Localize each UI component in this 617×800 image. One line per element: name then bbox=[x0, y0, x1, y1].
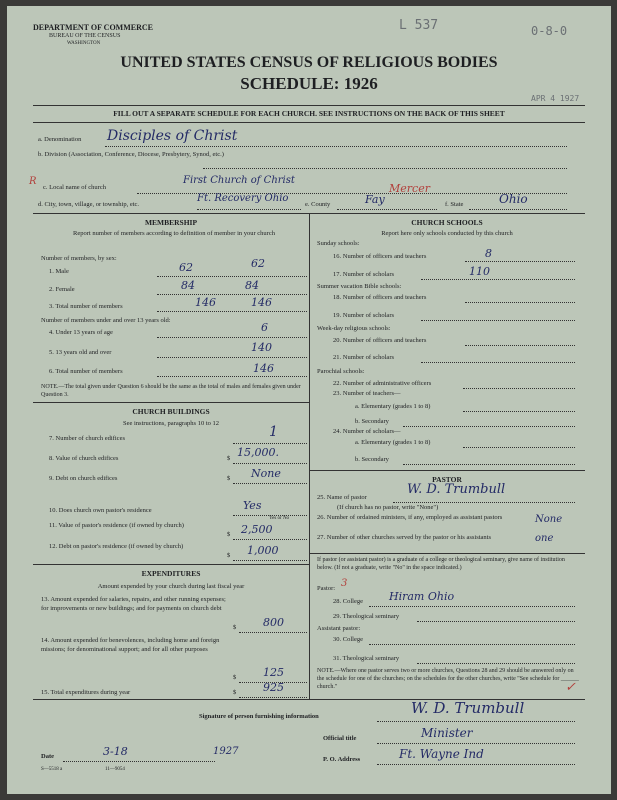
denomination-label: a. Denomination bbox=[38, 136, 82, 143]
schools-heading: CHURCH SCHOOLS bbox=[411, 218, 483, 227]
q18-label: 18. Number of officers and teachers bbox=[333, 294, 427, 301]
city-value: Ft. Recovery Ohio bbox=[197, 193, 289, 204]
q14-dollar: $ bbox=[233, 674, 237, 681]
q19-label: 19. Number of scholars bbox=[333, 312, 395, 319]
stamp-code: 0-8-0 bbox=[531, 24, 568, 38]
q8-label: 8. Value of church edifices bbox=[49, 455, 119, 462]
q29-label: 29. Theological seminary bbox=[333, 613, 400, 620]
q23b-label: b. Secondary bbox=[355, 418, 389, 425]
q26-value: None bbox=[535, 514, 563, 525]
schools-intro: Report here only schools conducted by this church bbox=[381, 230, 513, 237]
q13-dollar: $ bbox=[233, 624, 237, 631]
q17-label: 17. Number of scholars bbox=[333, 271, 395, 278]
form-title: UNITED STATES CENSUS OF RELIGIOUS BODIES bbox=[120, 54, 498, 71]
q28-label: 28. College bbox=[333, 598, 363, 605]
pastor-label: Pastor: bbox=[317, 585, 336, 592]
state-label: f. State bbox=[445, 201, 464, 208]
membership-note: NOTE.—The total given under Question 6 should be the same as the total of males and females given under Question 3. bbox=[41, 384, 301, 398]
check-mark: ✓ bbox=[565, 680, 576, 695]
form-code: S—5518 a bbox=[41, 767, 63, 772]
buildings-intro: See instructions, paragraphs 10 to 12 bbox=[122, 420, 220, 427]
print-code: 11—9054 bbox=[105, 767, 125, 772]
title-label: Official title bbox=[323, 735, 357, 742]
membership-intro: Report number of members according to definition of member in your church bbox=[73, 230, 275, 237]
title-value: Minister bbox=[421, 726, 473, 740]
q4-value: 6 bbox=[261, 321, 268, 334]
pastor-heading: PASTOR bbox=[432, 475, 462, 484]
q2-value: 84 bbox=[181, 279, 195, 292]
q21-label: 21. Number of scholars bbox=[333, 354, 395, 361]
denomination-value: Disciples of Christ bbox=[107, 128, 238, 144]
expenditures-intro: Amount expended by your church during last fiscal year bbox=[97, 583, 245, 590]
q30-label: 30. College bbox=[333, 636, 363, 643]
q23-label: 23. Number of teachers— bbox=[333, 390, 401, 397]
q11-label: 11. Value of pastor's residence (if owned by church) bbox=[49, 522, 184, 529]
county-value: Fay bbox=[365, 193, 385, 206]
q5-label: 5. 13 years old and over bbox=[49, 349, 112, 356]
q16-label: 16. Number of officers and teachers bbox=[333, 253, 427, 260]
city-label: d. City, town, village, or township, etc. bbox=[38, 201, 140, 208]
q15-value: 925 bbox=[263, 681, 284, 694]
q15-label: 15. Total expenditures during year bbox=[41, 689, 131, 696]
q24-label: 24. Number of scholars— bbox=[333, 428, 401, 435]
q17-value: 110 bbox=[469, 265, 490, 278]
q1-value-alt: 62 bbox=[251, 257, 265, 270]
q4-label: 4. Under 13 years of age bbox=[49, 329, 113, 336]
review-mark: R bbox=[29, 176, 37, 187]
buildings-heading: CHURCH BUILDINGS bbox=[132, 407, 210, 416]
date-year: 1927 bbox=[213, 746, 239, 757]
parochial-schools-label: Parochial schools: bbox=[317, 368, 365, 375]
sunday-schools-label: Sunday schools: bbox=[317, 240, 360, 247]
signature-label: Signature of person furnishing information bbox=[199, 713, 319, 720]
q3-value: 146 bbox=[195, 296, 216, 309]
q24b-label: b. Secondary bbox=[355, 456, 389, 463]
q7-value: 1 bbox=[269, 424, 278, 440]
q25-value: W. D. Trumbull bbox=[407, 482, 506, 497]
q1-value: 62 bbox=[179, 261, 193, 274]
q27-label: 27. Number of other churches served by the pastor or his assistants bbox=[317, 534, 492, 541]
q5-value: 140 bbox=[251, 341, 272, 354]
bureau-city: WASHINGTON bbox=[67, 41, 101, 46]
q12-dollar: $ bbox=[227, 552, 231, 559]
q9-value: None bbox=[251, 467, 281, 480]
graduate-note: If pastor (or assistant pastor) is a graduate of a college or theological seminary, give name of institution below. (If not a graduate, write "No" in the space indicated.) bbox=[317, 557, 565, 571]
q25-hint: (If church has no pastor, write "None") bbox=[337, 504, 439, 511]
q12-value: 1,000 bbox=[247, 544, 279, 557]
pastor-mark: 3 bbox=[341, 578, 348, 589]
q25-label: 25. Name of pastor bbox=[317, 494, 367, 501]
county-correction: Mercer bbox=[389, 182, 430, 195]
q22-label: 22. Number of administrative officers bbox=[333, 380, 432, 387]
q16-value: 8 bbox=[485, 247, 492, 260]
q11-dollar: $ bbox=[227, 531, 231, 538]
state-value: Ohio bbox=[499, 192, 528, 206]
form-instruction: FILL OUT A SEPARATE SCHEDULE FOR EACH CHURCH. SEE INSTRUCTIONS ON THE BACK OF THIS SHEET bbox=[113, 109, 505, 118]
expenditures-heading: EXPENDITURES bbox=[141, 569, 201, 578]
q6-value: 146 bbox=[253, 362, 274, 375]
q9-dollar: $ bbox=[227, 475, 231, 482]
q8-dollar: $ bbox=[227, 455, 231, 462]
q14-value: 125 bbox=[263, 666, 284, 679]
received-date-stamp: APR 4 1927 bbox=[531, 94, 580, 103]
q10-label: 10. Does church own pastor's residence bbox=[49, 507, 152, 514]
q9-label: 9. Debt on church edifices bbox=[49, 475, 118, 482]
stamp-number: L 537 bbox=[399, 18, 439, 33]
summer-schools-label: Summer vacation Bible schools: bbox=[317, 283, 402, 290]
q7-label: 7. Number of church edifices bbox=[49, 435, 125, 442]
date-value: 3-18 bbox=[103, 745, 128, 758]
date-label: Date bbox=[41, 753, 54, 760]
address-value: Ft. Wayne Ind bbox=[399, 747, 484, 761]
church-name-label: c. Local name of church bbox=[43, 184, 106, 191]
signature-value: W. D. Trumbull bbox=[411, 699, 525, 717]
q24a-label: a. Elementary (grades 1 to 8) bbox=[355, 439, 431, 446]
q20-label: 20. Number of officers and teachers bbox=[333, 337, 427, 344]
q11-value: 2,500 bbox=[241, 523, 273, 536]
q26-label: 26. Number of ordained ministers, if any, employed as assistant pastors bbox=[317, 514, 503, 521]
q8-value: 15,000. bbox=[237, 446, 279, 459]
q14-label: 14. Amount expended for benevolences, including home and foreign missions; for denominational support; and for all other purposes bbox=[41, 637, 220, 653]
county-label: e. County bbox=[305, 201, 331, 208]
q15-dollar: $ bbox=[233, 689, 237, 696]
q2-value-alt: 84 bbox=[245, 279, 259, 292]
q31-label: 31. Theological seminary bbox=[333, 655, 400, 662]
weekday-schools-label: Week-day religious schools: bbox=[317, 325, 391, 332]
pastor-note: NOTE.—Where one pastor serves two or more churches, Questions 28 and 29 should be answered only on the schedule for one of the churches; on the schedules for the other churches, write "See schedule for ______ church." bbox=[317, 668, 579, 690]
q23a-label: a. Elementary (grades 1 to 8) bbox=[355, 403, 431, 410]
q10-value: Yes bbox=[243, 499, 262, 512]
bureau-name: BUREAU OF THE CENSUS bbox=[49, 33, 121, 39]
q10-hint: Yes or No bbox=[269, 516, 290, 521]
q28-value: Hiram Ohio bbox=[389, 590, 455, 603]
address-label: P. O. Address bbox=[323, 756, 361, 763]
census-schedule-form bbox=[7, 6, 611, 794]
q12-label: 12. Debt on pastor's residence (if owned by church) bbox=[49, 543, 184, 550]
q3-value-alt: 146 bbox=[251, 296, 272, 309]
q2-label: 2. Female bbox=[49, 286, 75, 293]
division-label: b. Division (Association, Conference, Diocese, Presbytery, Synod, etc.) bbox=[38, 151, 224, 158]
q13-label: 13. Amount expended for salaries, repairs, and other running expenses; for improvements or new buildings; and for payments on church debt bbox=[41, 596, 226, 612]
form-subtitle: SCHEDULE: 1926 bbox=[240, 74, 378, 93]
q13-value: 800 bbox=[263, 616, 284, 629]
membership-heading: MEMBERSHIP bbox=[144, 218, 198, 227]
assistant-pastor-label: Assistant pastor: bbox=[317, 625, 361, 632]
q27-value: one bbox=[535, 533, 554, 544]
church-name-value: First Church of Christ bbox=[183, 175, 295, 186]
q6-label: 6. Total number of members bbox=[49, 368, 123, 375]
members-by-age-label: Number of members under and over 13 years old: bbox=[41, 317, 171, 324]
department-name: DEPARTMENT OF COMMERCE bbox=[33, 23, 154, 32]
q3-label: 3. Total number of members bbox=[49, 303, 123, 310]
q1-label: 1. Male bbox=[49, 268, 69, 275]
members-by-sex-label: Number of members, by sex: bbox=[41, 255, 117, 262]
